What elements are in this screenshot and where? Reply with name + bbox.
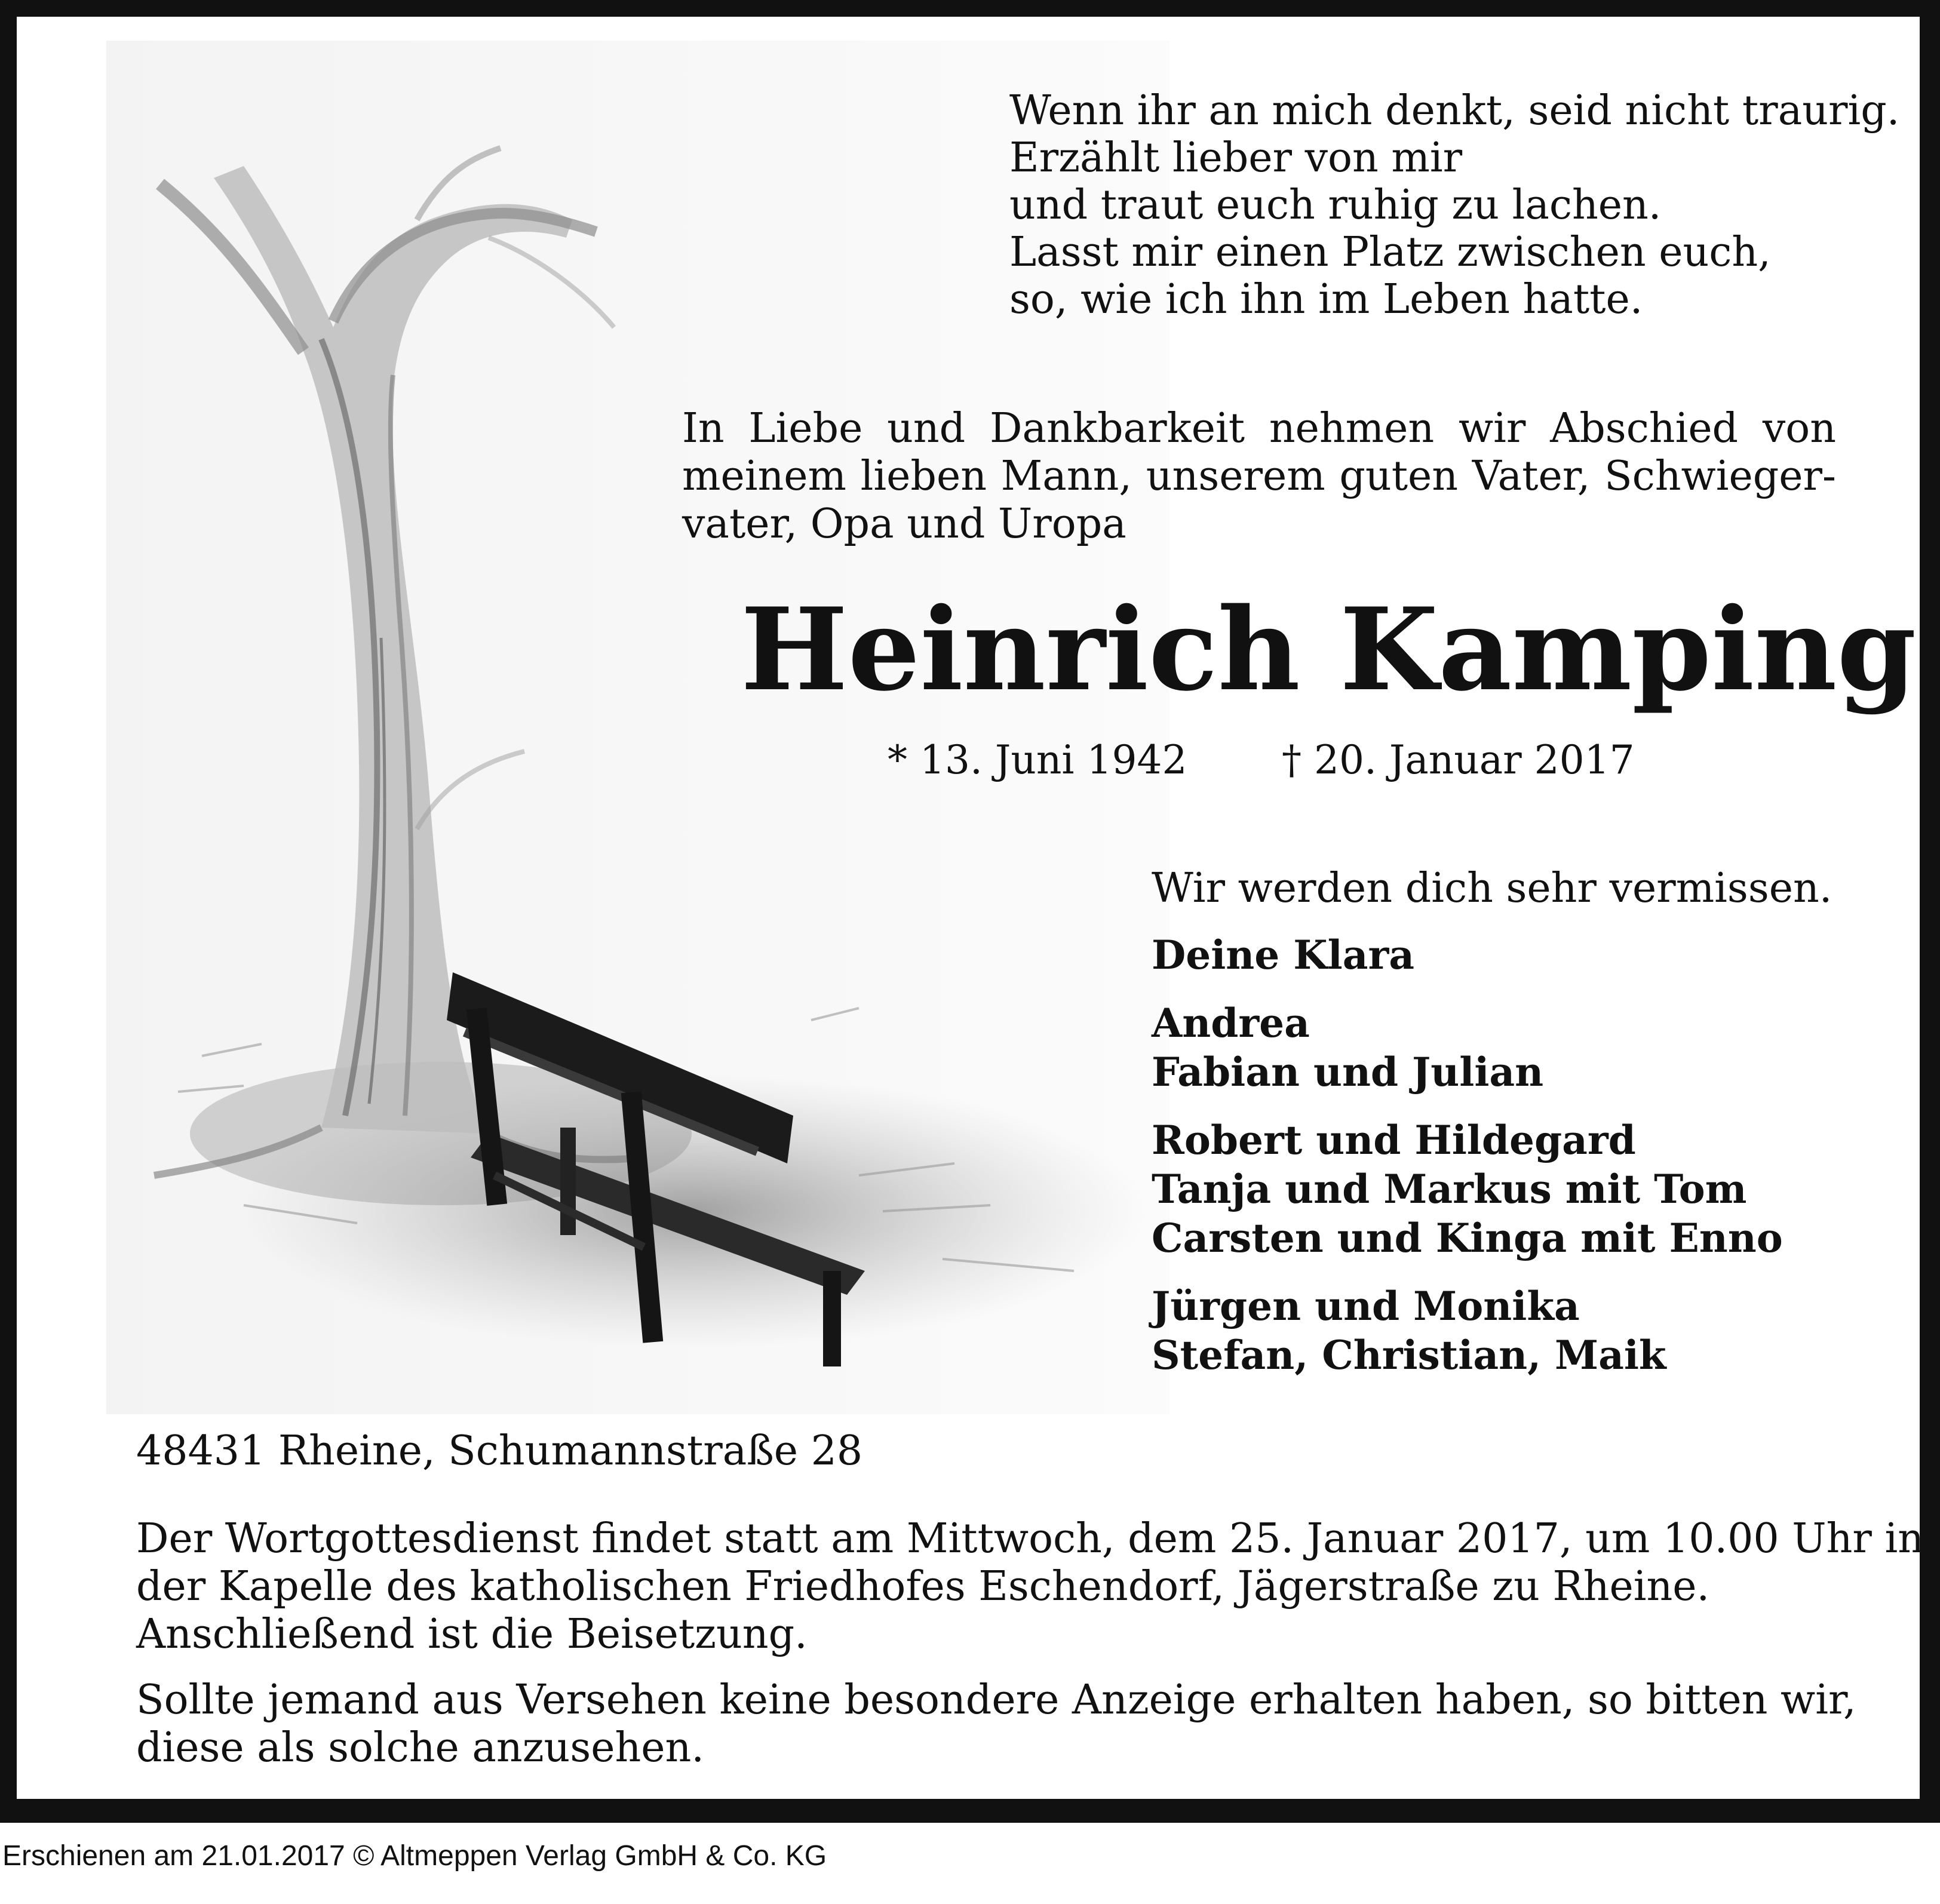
poem-line: Erzählt lieber von mir [1009,134,1463,182]
poem-line: Wenn ihr an mich denkt, seid nicht traurig. [1009,87,1900,134]
family-group [1152,999,1838,1097]
intro-line: meinem lieben Mann, unserem guten Vater, Schwieger- [682,453,1836,500]
birth-date: * 13. Juni 1942 [888,737,1187,783]
family-signatures [1152,930,1838,1399]
poem-line: so, wie ich ihn im Leben hatte. [1009,276,1643,323]
service-paragraph [136,1515,1924,1659]
poem-line: Lasst mir einen Platz zwischen euch, [1009,229,1771,276]
address: 48431 Rheine, Schumannstraße 28 [136,1427,863,1475]
service-line: Anschließend ist die Beisetzung. [136,1611,808,1658]
service-line: Der Wortgottesdienst findet statt am Mittwoch, dem 25. Januar 2017, um 10.00 Uhr in [136,1515,1924,1562]
family-member: Jürgen und Monika [1152,1283,1580,1329]
service-line: der Kapelle des katholischen Friedhofes Eschendorf, Jägerstraße zu Rheine. [136,1563,1710,1610]
family-group [1152,1116,1838,1263]
poem-line: und traut euch ruhig zu lachen. [1009,182,1662,229]
publication-footer: Erschienen am 21.01.2017 © Altmeppen Verlag GmbH & Co. KG [2,1840,827,1872]
family-member: Robert und Hildegard [1152,1117,1636,1163]
poem [1009,87,1900,323]
family-member: Carsten und Kinga mit Enno [1152,1215,1783,1261]
family-member: Fabian und Julian [1152,1049,1544,1095]
deceased-name: Heinrich Kamping [741,583,1917,716]
notice-line: diese als solche anzusehen. [136,1724,704,1771]
family-group [1152,930,1838,979]
family-member: Stefan, Christian, Maik [1152,1332,1666,1378]
notice-paragraph [136,1676,1856,1772]
closing-line: Wir werden dich sehr vermissen. [1152,865,1832,912]
intro-line: In Liebe und Dankbarkeit nehmen wir Abschied von [682,405,1836,452]
farewell-intro [682,405,1836,548]
notice-line: Sollte jemand aus Versehen keine besondere Anzeige erhalten haben, so bitten wir, [136,1676,1856,1724]
death-date: † 20. Januar 2017 [1282,737,1635,783]
family-group [1152,1282,1838,1380]
family-member: Tanja und Markus mit Tom [1152,1166,1747,1212]
intro-line: vater, Opa und Uropa [682,500,1126,548]
family-member: Andrea [1152,1000,1310,1046]
family-member: Deine Klara [1152,932,1414,978]
service-info [136,1515,1924,1790]
